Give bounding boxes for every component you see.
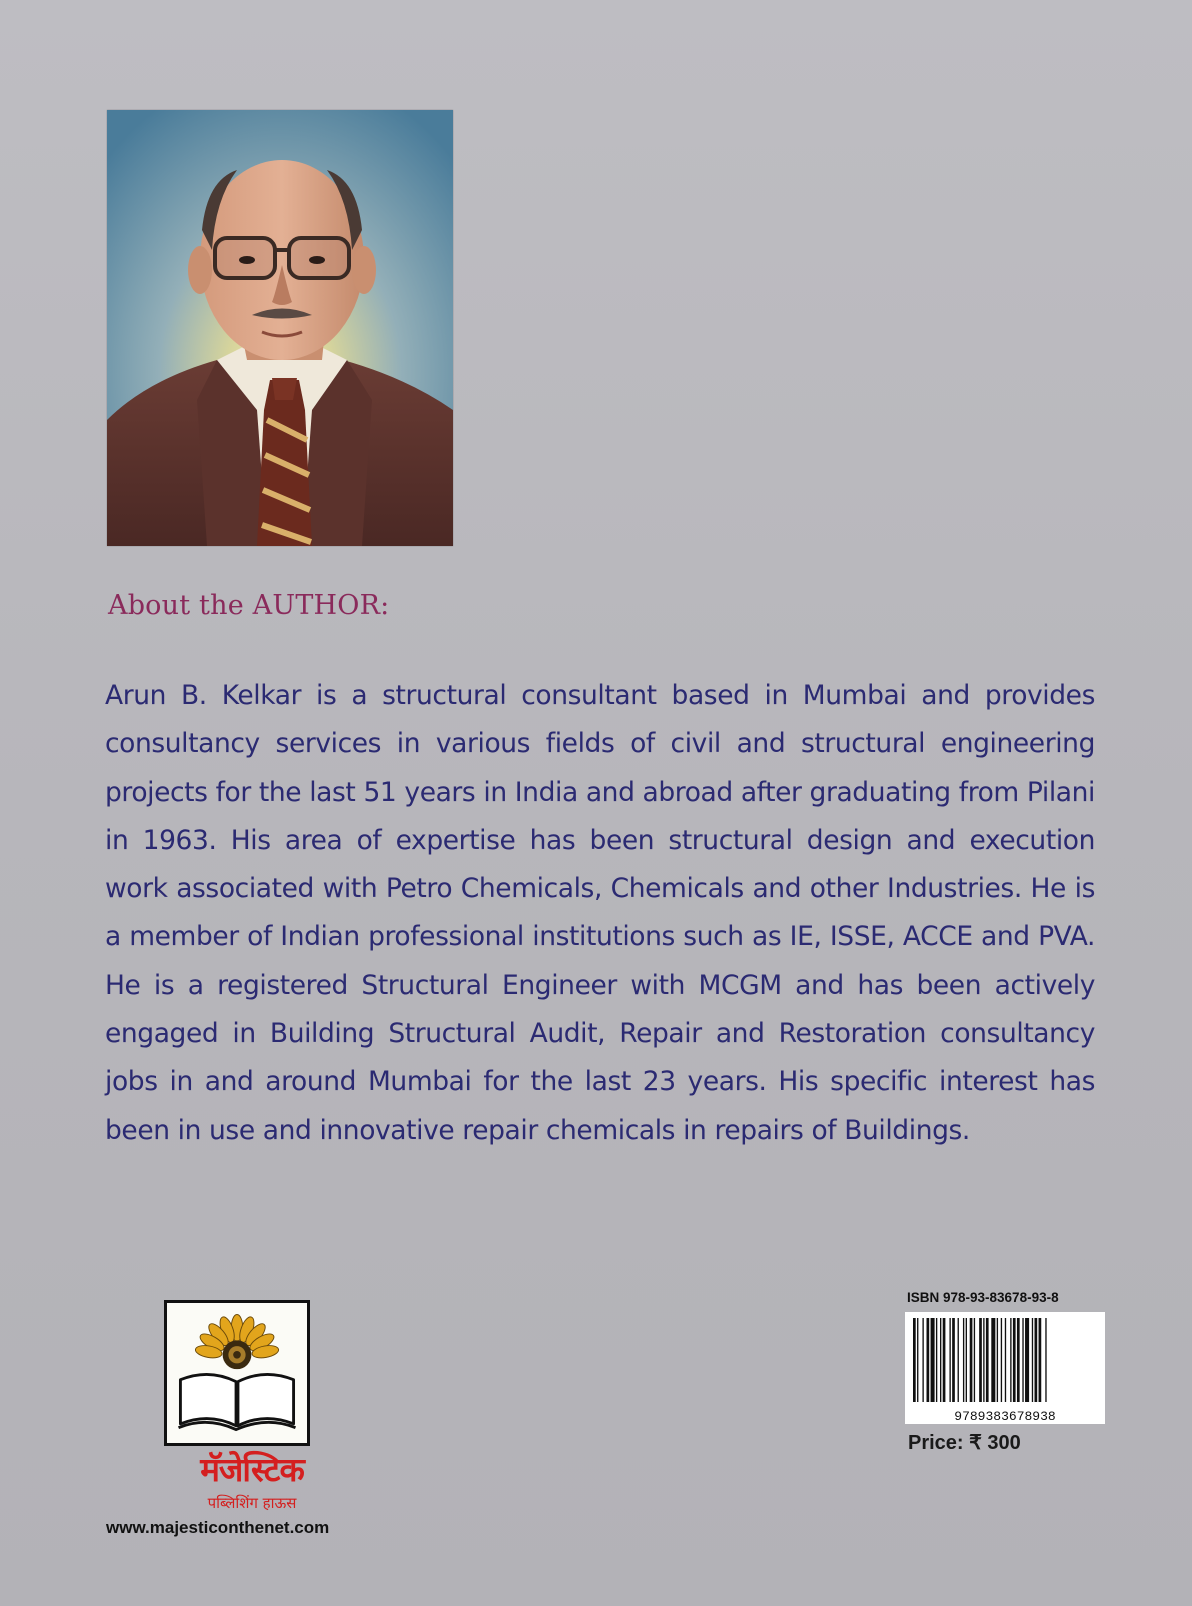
barcode-bar: [991, 1318, 995, 1402]
publisher-block: [82, 1300, 372, 1600]
about-heading: About the AUTHOR:: [108, 590, 390, 621]
barcode-bar: [966, 1318, 967, 1402]
barcode-bar: [1017, 1318, 1020, 1402]
publisher-name: मॅजेस्टिक: [200, 1450, 304, 1489]
barcode-digits: 9789383678938: [954, 1409, 1056, 1424]
barcode-bar: [1039, 1318, 1042, 1402]
barcode-bar: [1005, 1318, 1006, 1402]
isbn-label: ISBN 978-93-83678-93-8: [907, 1290, 1059, 1305]
barcode-bar: [974, 1318, 975, 1402]
publisher-logo: [164, 1300, 310, 1446]
barcode-bar: [936, 1318, 937, 1402]
barcode-bar: [1022, 1318, 1023, 1402]
price-label: Price: ₹ 300: [908, 1432, 1021, 1454]
barcode-bar: [940, 1318, 941, 1402]
barcode-bar: [943, 1318, 946, 1402]
barcode-bar: [983, 1318, 984, 1402]
barcode-bar: [1010, 1318, 1011, 1402]
barcode-bar: [927, 1318, 930, 1402]
publisher-url[interactable]: www.majesticonthenet.com: [106, 1518, 330, 1537]
barcode-bar: [952, 1318, 955, 1402]
barcode-bar: [1013, 1318, 1016, 1402]
barcode-bar: [1035, 1318, 1038, 1402]
barcode-bar: [986, 1318, 989, 1402]
barcode-bar: [963, 1318, 964, 1402]
barcode-bar: [997, 1318, 998, 1402]
author-photo: [107, 110, 453, 546]
barcode-bar: [922, 1318, 923, 1402]
barcode-bar: [913, 1318, 916, 1402]
barcode-bar: [958, 1318, 959, 1402]
barcode-bar: [1045, 1318, 1046, 1402]
barcode-bar: [931, 1318, 935, 1402]
barcode-bar: [1025, 1318, 1029, 1402]
barcode-bar: [979, 1318, 982, 1402]
barcode-bar: [970, 1318, 973, 1402]
barcode-bar: [917, 1318, 918, 1402]
isbn-block: [880, 1290, 1110, 1490]
sunflower-book-logo-icon: [167, 1303, 307, 1443]
publisher-subtitle: पब्लिशिंग हाऊस: [207, 1494, 297, 1512]
barcode-bar: [949, 1318, 950, 1402]
barcode-bar: [1001, 1318, 1002, 1402]
barcode: [905, 1312, 1105, 1424]
barcode-icon: [905, 1312, 1105, 1424]
author-portrait-icon: [107, 110, 453, 546]
barcode-bar: [1032, 1318, 1033, 1402]
author-bio: Arun B. Kelkar is a structural consultant based in Mumbai and provides consultancy services in various fields of civil and structural engineering projects for the last 51 years in India and abroad after graduating from Pilani in 1963. His area of expertise has been structural design and execution work associated with Petro Chemicals, Chemicals and other Industries. He is a member of Indian professional institutions such as IE, ISSE, ACCE and PVA. He is a registered Structural Engineer with MCGM and has been actively engaged in Building Structural Audit, Repair and Restoration consultancy jobs in and around Mumbai for the last 23 years. His specific interest has been in use and innovative repair chemicals in repairs of Buildings.: [105, 680, 1095, 1146]
